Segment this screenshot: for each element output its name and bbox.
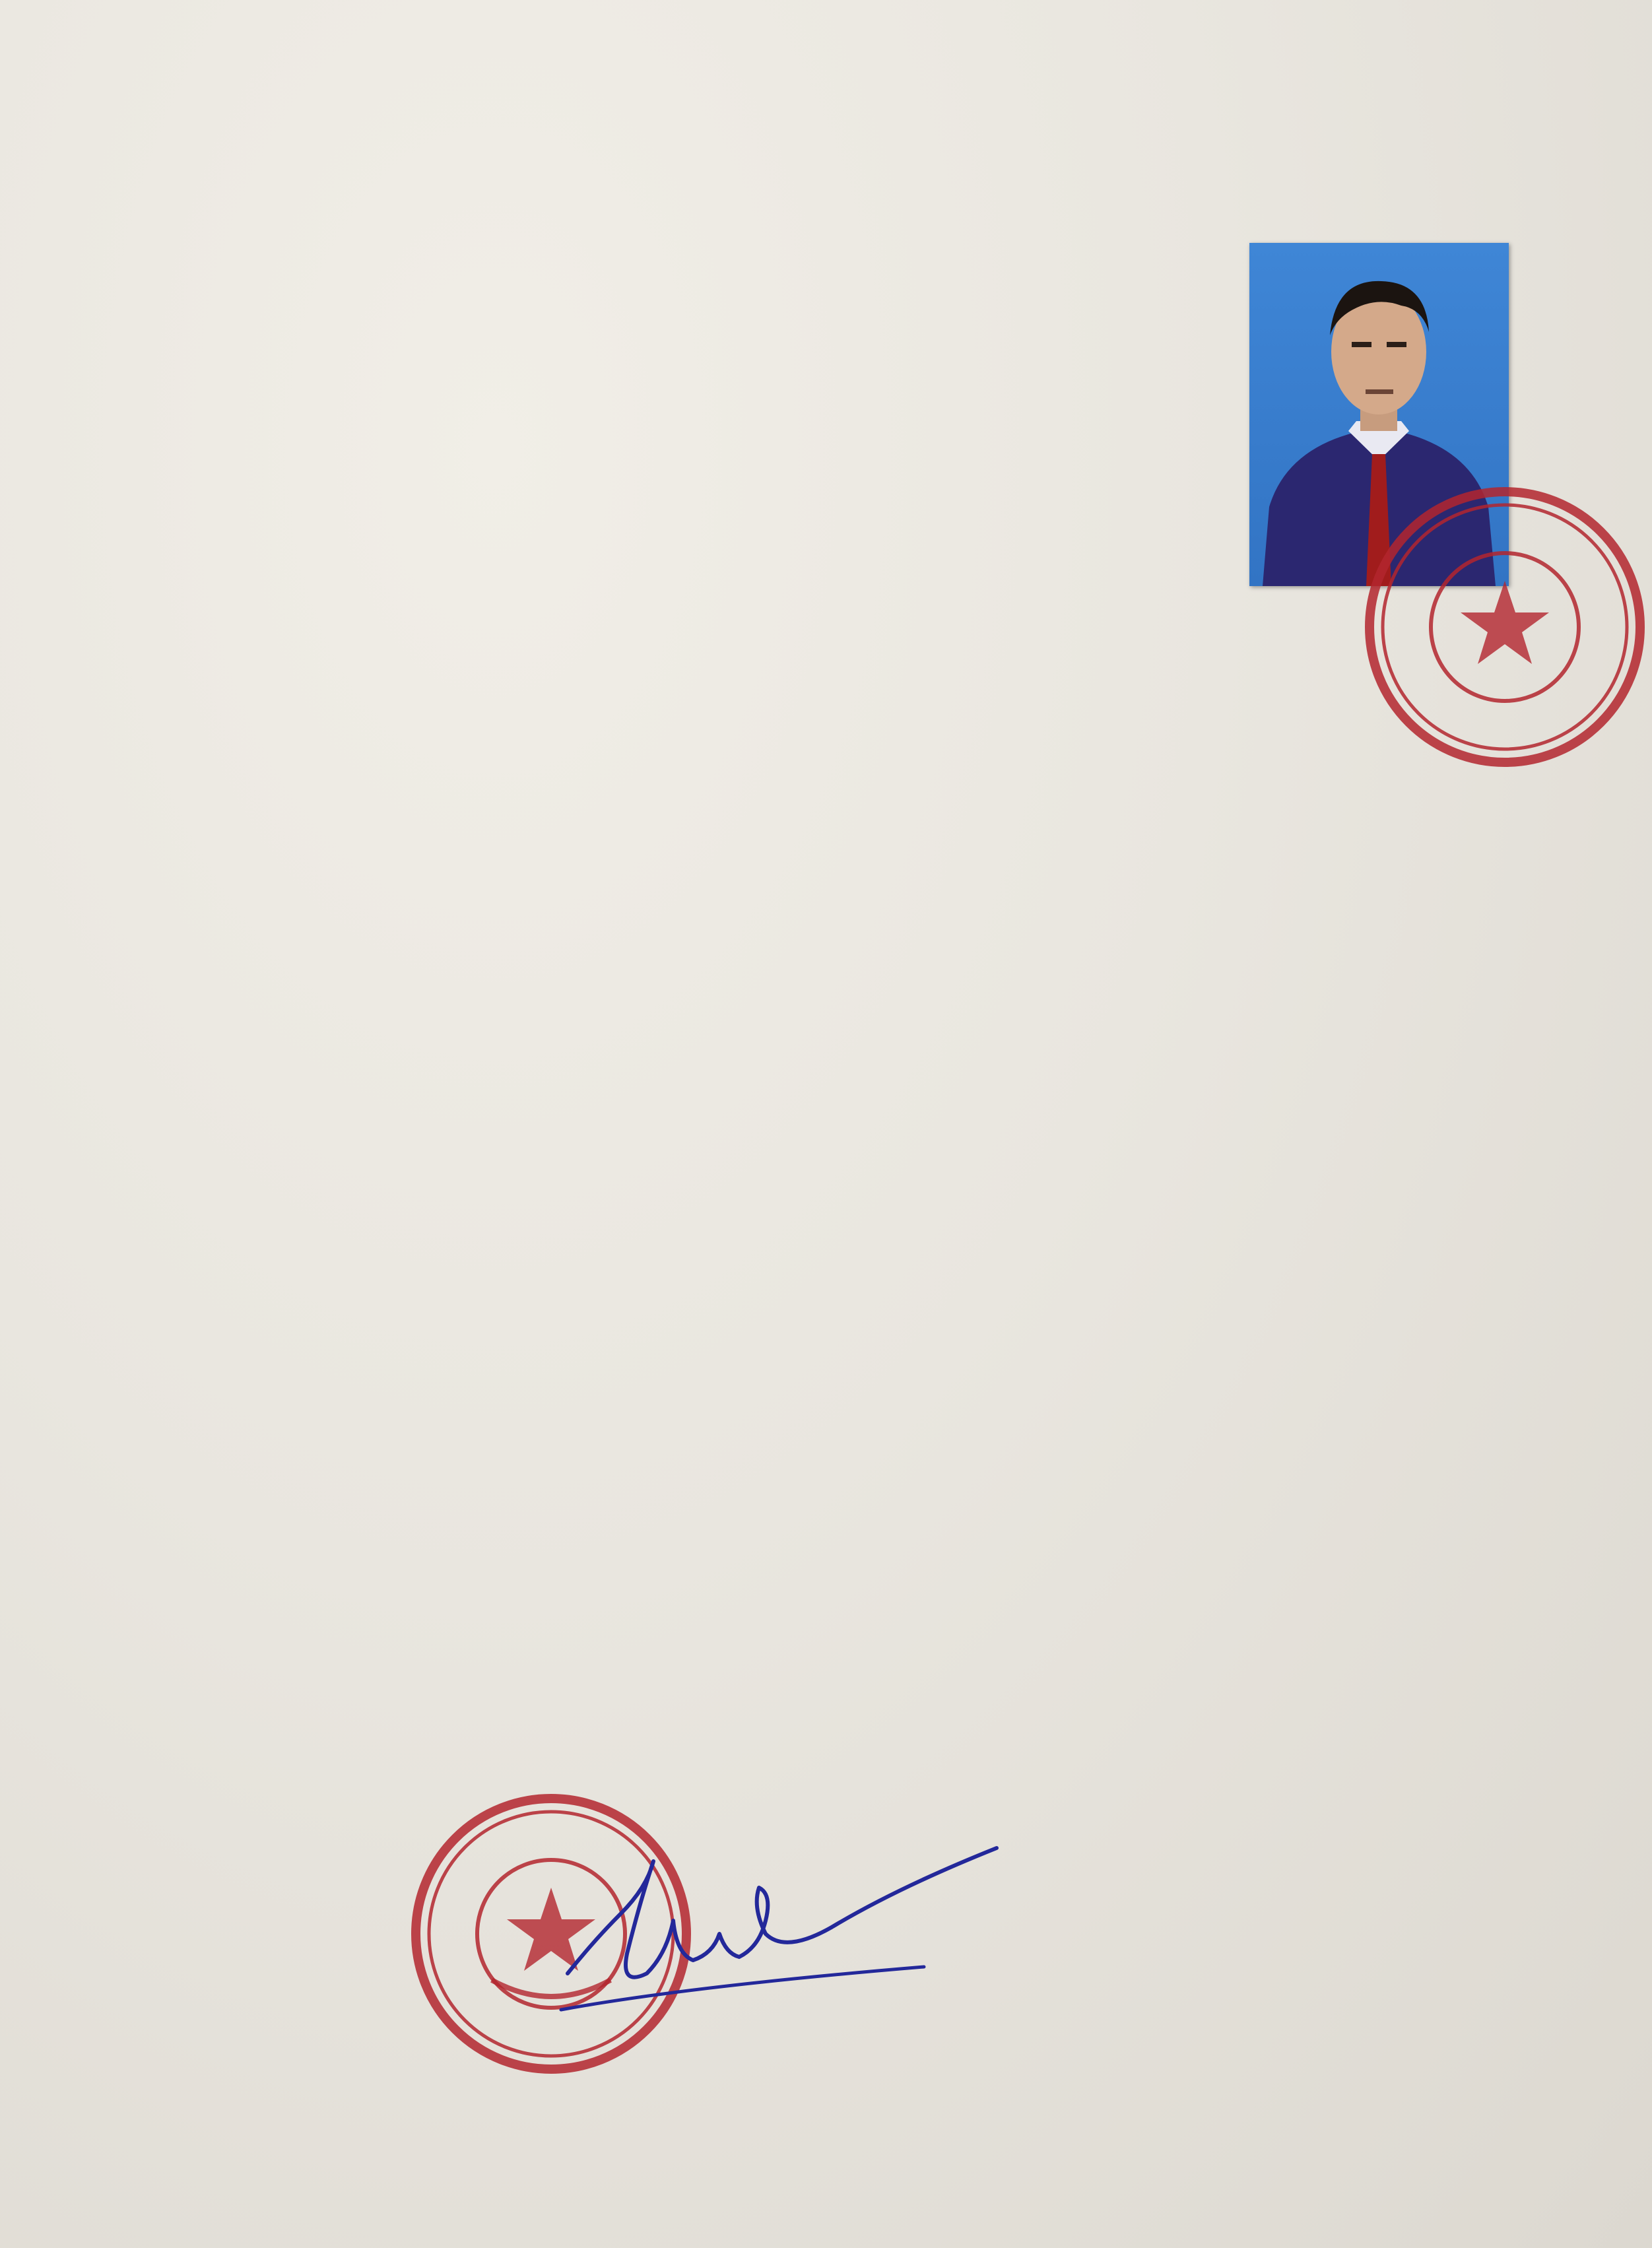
photo-embassy-seal — [1353, 475, 1652, 779]
place-date-line — [444, 1584, 470, 1630]
signature-stroke — [554, 1822, 1030, 2039]
seal-graphic-photo — [1353, 475, 1652, 779]
handwritten-signature — [554, 1822, 1030, 2039]
